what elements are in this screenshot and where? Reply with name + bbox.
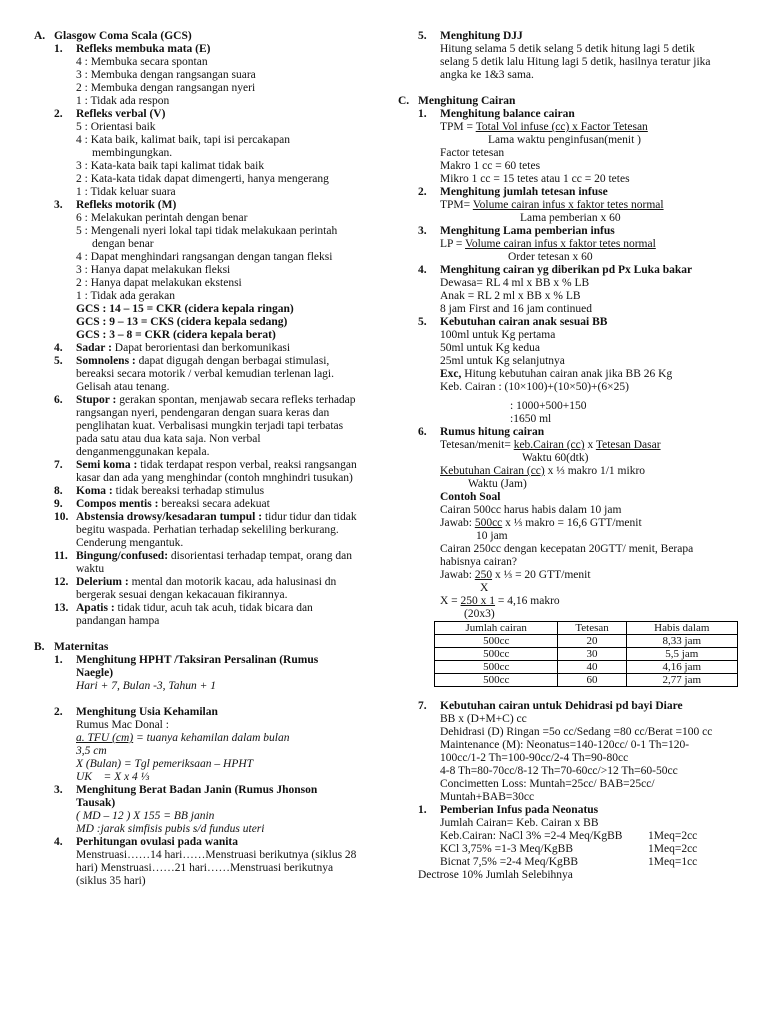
term-text: bergerak sesuai dengan kekacauan fikirannya. xyxy=(76,589,288,601)
formula-text: LP = xyxy=(440,238,466,250)
item-number: 11. xyxy=(54,550,68,562)
item-title: Perhitungan ovulasi pada wanita xyxy=(76,836,238,848)
formula-line xyxy=(398,517,738,530)
formula-numerator: a. TFU (cm) xyxy=(76,732,134,744)
term-label: Somnolens : xyxy=(76,355,136,367)
formula-line: X (Bulan) = Tgl pemeriksaan – HPHT xyxy=(76,758,254,770)
list-line: membingungkan. xyxy=(92,147,173,159)
text-line: BB x (D+M+C) cc xyxy=(440,713,527,725)
text-line: Muntah+BAB=30cc xyxy=(440,791,535,803)
item-number: 5. xyxy=(418,316,427,328)
term-text: mental dan motorik kacau, ada halusinasi dn xyxy=(131,576,337,588)
gcs-item-motor xyxy=(34,199,379,212)
table-row xyxy=(435,674,738,687)
table-header-row xyxy=(435,622,738,635)
table-row xyxy=(435,635,738,648)
term-text: bereaksi secara motorik / verbal kemudian terlenan lagi. xyxy=(76,368,335,380)
formula-line: 3,5 cm xyxy=(76,745,107,757)
text-line: Dehidrasi (D) Ringan =5o cc/Sedang =80 cc/Berat =100 cc xyxy=(440,726,713,738)
cairan-item xyxy=(398,225,738,238)
item-number: 3. xyxy=(54,784,63,796)
table-cell: 500cc xyxy=(435,661,558,674)
item-number: 10. xyxy=(54,511,69,523)
term-item xyxy=(34,485,379,498)
section-letter: B. xyxy=(34,641,45,653)
list-line: 3 : Membuka dengan rangsangan suara xyxy=(76,69,256,81)
item-number: 13. xyxy=(54,602,69,614)
text-line: Cairan 500cc harus habis dalam 10 jam xyxy=(440,504,622,516)
section-a-heading xyxy=(34,30,379,43)
formula-numerator: Volume cairan infus x faktor tetes normal xyxy=(472,199,664,211)
item-title: Menghitung cairan yg diberikan pd Px Luka bakar xyxy=(440,264,693,276)
text-line: Anak = RL 2 ml x BB x % LB xyxy=(440,290,581,302)
formula-numerator: Volume cairan infus x faktor tetes normal xyxy=(465,238,656,250)
formula-line xyxy=(34,771,379,784)
term-item xyxy=(34,576,379,589)
list-line: dengan benar xyxy=(92,238,154,250)
item-title-cont: Tausak) xyxy=(76,797,116,809)
item-title: Refleks verbal (V) xyxy=(76,108,166,120)
table-header: Tetesan xyxy=(558,622,626,635)
formula-text: TPM = xyxy=(440,121,476,133)
drip-table xyxy=(434,621,738,687)
text-line: Maintenance (M): Neonatus=140-120cc/ 0-1 Th=120- xyxy=(440,739,690,751)
neonatus-row xyxy=(398,830,738,843)
text-line: Jumlah Cairan= Keb. Cairan x BB xyxy=(440,817,599,829)
example-text: Hitung kebutuhan cairan anak jika BB 26 Kg xyxy=(461,368,673,380)
cairan-item xyxy=(398,426,738,439)
formula-text: x ⅓ makro = 16,6 GTT/menit xyxy=(502,517,642,529)
text-line: 50ml untuk Kg kedua xyxy=(440,342,540,354)
term-text: bereaksi secara adekuat xyxy=(161,498,270,510)
formula-line xyxy=(398,199,738,212)
cairan-item xyxy=(398,108,738,121)
table-cell: 5,5 jam xyxy=(626,648,737,661)
text-line: 4-8 Th=80-70cc/8-12 Th=70-60cc/>12 Th=60-50cc xyxy=(440,765,678,777)
list-line: 5 : Mengenali nyeri lokal tapi tidak melakukaan perintah xyxy=(76,225,338,237)
term-text: Dapat berorientasi dan berkomunikasi xyxy=(114,342,291,354)
item-title-cont: Naegle) xyxy=(76,667,114,679)
list-line: 2 : Kata-kata tidak dapat dimengerti, hanya mengerang xyxy=(76,173,329,185)
text-line: Mikro 1 cc = 15 tetes atau 1 cc = 20 tetes xyxy=(440,173,630,185)
maternitas-item xyxy=(34,836,379,849)
term-text: begitu waspada. Perhatian terhadap sekeliling berkurang. xyxy=(76,524,339,536)
list-line: 1 : Tidak ada gerakan xyxy=(76,290,176,302)
formula-denominator: Waktu 60(dtk) xyxy=(522,452,589,464)
formula-line xyxy=(398,465,738,478)
term-item xyxy=(34,550,379,563)
list-line: 2 : Hanya dapat melakukan ekstensi xyxy=(76,277,242,289)
formula-numerator: 500cc xyxy=(474,517,503,529)
table-cell: 20 xyxy=(558,635,626,648)
item-number: 9. xyxy=(54,498,63,510)
item-number: 3. xyxy=(54,199,63,211)
item-title: Pemberian Infus pada Neonatus xyxy=(440,804,599,816)
term-item xyxy=(34,459,379,472)
item-title: Menghitung Berat Badan Janin (Rumus Jhonson xyxy=(76,784,318,796)
formula-text: Jawab: xyxy=(440,569,475,581)
list-line: 1 : Tidak keluar suara xyxy=(76,186,176,198)
formula-line: Rumus Mac Donal : xyxy=(76,719,169,731)
term-item xyxy=(34,355,379,368)
formula-text: = tuanya kehamilan dalam bulan xyxy=(133,732,290,744)
formula-denominator: Lama pemberian x 60 xyxy=(520,212,621,224)
formula-text: = X x 4 ⅓ xyxy=(103,771,150,783)
text-line: : 1000+500+150 xyxy=(510,400,587,412)
term-text: tidak bereaksi terhadap stimulus xyxy=(115,485,265,497)
text-line: Menstruasi……14 hari……Menstruasi berikutnya (siklus 28 xyxy=(76,849,357,861)
list-line: 4 : Membuka secara spontan xyxy=(76,56,208,68)
left-column xyxy=(34,30,379,888)
item-title: Menghitung Usia Kehamilan xyxy=(76,706,218,718)
formula-denominator: 10 jam xyxy=(476,530,508,542)
item-title: Refleks membuka mata (E) xyxy=(76,43,211,55)
term-label: Bingung/confused: xyxy=(76,550,169,562)
term-item xyxy=(34,394,379,407)
item-title: Kebutuhan cairan anak sesuai BB xyxy=(440,316,608,328)
text-cell: Bicnat 7,5% =2-4 Meq/KgBB xyxy=(440,856,579,868)
term-text: tidak tidur, acuh tak acuh, tidak bicara dan xyxy=(117,602,313,614)
section-letter: A. xyxy=(34,30,46,42)
text-line xyxy=(398,368,738,381)
term-label: Koma : xyxy=(76,485,113,497)
item-number: 2. xyxy=(54,108,63,120)
term-label: Abstensia drowsy/kesadaran tumpul : xyxy=(76,511,263,523)
item-title: Menghitung Lama pemberian infus xyxy=(440,225,615,237)
text-line: 25ml untuk Kg selanjutnya xyxy=(440,355,565,367)
text-cell: 1Meq=2cc xyxy=(648,843,698,855)
term-label: Stupor : xyxy=(76,394,117,406)
term-item xyxy=(34,511,379,524)
formula-text: x ⅓ makro 1/1 mikro xyxy=(544,465,646,477)
item-number: 2. xyxy=(54,706,63,718)
formula-line xyxy=(398,439,738,452)
text-line: Factor tetesan xyxy=(440,147,505,159)
cairan-item xyxy=(398,804,738,817)
cairan-item xyxy=(398,316,738,329)
table-cell: 2,77 jam xyxy=(626,674,737,687)
text-line: Dewasa= RL 4 ml x BB x % LB xyxy=(440,277,590,289)
item-number: 2. xyxy=(418,186,427,198)
term-text: dapat digugah dengan berbagai stimulasi, xyxy=(138,355,330,367)
term-text: denganmenggunakan kepala. xyxy=(76,446,210,458)
item-number: 6. xyxy=(54,394,63,406)
formula-line xyxy=(398,595,738,608)
text-cell: 1Meq=2cc xyxy=(648,830,698,842)
item-title: Menghitung balance cairan xyxy=(440,108,575,120)
table-cell: 8,33 jam xyxy=(626,635,737,648)
formula-text: X = xyxy=(440,595,461,607)
term-item xyxy=(34,498,379,511)
text-line: 8 jam First and 16 jam continued xyxy=(440,303,593,315)
table-row xyxy=(435,661,738,674)
formula-numerator: 250 x 1 xyxy=(460,595,496,607)
item-number: 4. xyxy=(418,264,427,276)
formula-numerator: Total Vol infuse (cc) x Factor Tetesan xyxy=(475,121,648,133)
text-line: habisnya cairan? xyxy=(440,556,517,568)
section-title: Menghitung Cairan xyxy=(418,95,516,107)
item-number: 8. xyxy=(54,485,63,497)
term-label: Semi koma : xyxy=(76,459,138,471)
formula-text: Tetesan/menit= xyxy=(440,439,514,451)
list-line: 2 : Membuka dengan rangsangan nyeri xyxy=(76,82,256,94)
list-line: 4 : Dapat menghindari rangsangan dengan tangan fleksi xyxy=(76,251,333,263)
text-line: Concimetten Loss: Muntah=25cc/ BAB=25cc/ xyxy=(440,778,655,790)
item-number: 4. xyxy=(54,342,63,354)
example-label: Exc, xyxy=(440,368,462,380)
text-line: Hitung selama 5 detik selang 5 detik hitung lagi 5 detik xyxy=(440,43,695,55)
term-label: Apatis : xyxy=(76,602,115,614)
item-number: 5. xyxy=(418,30,427,42)
formula-denominator: Order tetesan x 60 xyxy=(508,251,593,263)
term-text: penglihatan kuat. Verbalisasi mungkin terjadi tapi terbatas xyxy=(76,420,344,432)
item-title: Refleks motorik (M) xyxy=(76,199,177,211)
term-text: gerakan spontan, menjawab secara refleks terhadap xyxy=(119,394,356,406)
text-line: (siklus 35 hari) xyxy=(76,875,146,887)
table-cell: 500cc xyxy=(435,674,558,687)
item-number: 12. xyxy=(54,576,69,588)
term-text: Cenderung mengantuk. xyxy=(76,537,184,549)
section-title: Maternitas xyxy=(54,641,109,653)
formula-numerator: 250 xyxy=(474,569,493,581)
item-number: 6. xyxy=(418,426,427,438)
text-line: angka ke 1&3 sama. xyxy=(440,69,534,81)
gcs-item-eye xyxy=(34,43,379,56)
text-line: Makro 1 cc = 60 tetes xyxy=(440,160,541,172)
formula-numerator: keb.Cairan (cc) xyxy=(513,439,585,451)
formula-line xyxy=(34,732,379,745)
gcs-score-line: GCS : 14 – 15 = CKR (cidera kepala ringan) xyxy=(76,303,294,315)
cairan-item xyxy=(398,700,738,713)
text-line: hari) Menstruasi……21 hari……Menstruasi berikutnya xyxy=(76,862,334,874)
list-line: 1 : Tidak ada respon xyxy=(76,95,170,107)
formula-text: UK xyxy=(76,771,92,783)
text-cell: Keb.Cairan: NaCl 3% =2-4 Meq/KgBB xyxy=(440,830,623,842)
formula-line: ( MD – 12 ) X 155 = BB janin xyxy=(76,810,215,822)
maternitas-item xyxy=(34,654,379,667)
text-line: Dectrose 10% Jumlah Selebihnya xyxy=(418,869,573,881)
section-title: Glasgow Coma Scala (GCS) xyxy=(54,30,192,42)
section-b-heading xyxy=(34,641,379,654)
item-number: 4. xyxy=(54,836,63,848)
text-line: :1650 ml xyxy=(510,413,552,425)
item-number: 1. xyxy=(418,108,427,120)
item-number: 3. xyxy=(418,225,427,237)
formula-text: TPM= xyxy=(440,199,473,211)
text-line: 100ml untuk Kg pertama xyxy=(440,329,556,341)
item-title: Rumus hitung cairan xyxy=(440,426,545,438)
term-text: Gelisah atau tenang. xyxy=(76,381,170,393)
formula-numerator: Kebutuhan Cairan (cc) xyxy=(440,465,545,477)
item-number: 1. xyxy=(418,804,427,816)
formula-text: x xyxy=(584,439,596,451)
text-line: Cairan 250cc dengan kecepatan 20GTT/ menit, Berapa xyxy=(440,543,694,555)
djj-item xyxy=(398,30,738,43)
term-text: kasar dan ada yang menghindar (contoh mnghindri tusukan) xyxy=(76,472,353,484)
text-cell: KCl 3,75% =1-3 Meq/KgBB xyxy=(440,843,573,855)
formula-denominator: Lama waktu penginfusan(menit ) xyxy=(488,134,641,146)
term-item xyxy=(34,342,379,355)
formula-text: x ⅓ = 20 GTT/menit xyxy=(492,569,591,581)
formula-denominator: X xyxy=(480,582,489,594)
formula-numerator: Tetesan Dasar xyxy=(595,439,661,451)
term-item xyxy=(34,602,379,615)
list-line: 3 : Kata-kata baik tapi kalimat tidak baik xyxy=(76,160,265,172)
gcs-score-line: GCS : 9 – 13 = CKS (cidera kepala sedang) xyxy=(76,316,288,328)
formula-line: MD :jarak simfisis pubis s/d fundus uteri xyxy=(76,823,265,835)
maternitas-item xyxy=(34,784,379,797)
term-text: tidur tidur dan tidak xyxy=(264,511,357,523)
section-c-heading xyxy=(398,95,738,108)
term-text: rangsangan nyeri, pendengaran dengan suara keras dan xyxy=(76,407,330,419)
list-line: 4 : Kata baik, kalimat baik, tapi isi percakapan xyxy=(76,134,290,146)
item-title: Kebutuhan cairan untuk Dehidrasi pd bayi Diare xyxy=(440,700,683,712)
term-label: Compos mentis : xyxy=(76,498,159,510)
term-text: pada satu atau dua kata saja. Non verbal xyxy=(76,433,261,445)
table-cell: 4,16 jam xyxy=(626,661,737,674)
formula-line xyxy=(398,238,738,251)
example-heading: Contoh Soal xyxy=(440,491,501,503)
item-title: Menghitung HPHT /Taksiran Persalinan (Rumus xyxy=(76,654,319,666)
item-title: Menghitung DJJ xyxy=(440,30,523,42)
table-cell: 60 xyxy=(558,674,626,687)
formula-line xyxy=(398,569,738,582)
table-cell: 40 xyxy=(558,661,626,674)
text-line: Keb. Cairan : (10×100)+(10×50)+(6×25) xyxy=(440,381,629,393)
neonatus-row xyxy=(398,843,738,856)
item-number: 7. xyxy=(54,459,63,471)
formula-text: = 4,16 makro xyxy=(495,595,560,607)
item-number: 5. xyxy=(54,355,63,367)
item-number: 7. xyxy=(418,700,427,712)
gcs-item-verbal xyxy=(34,108,379,121)
neonatus-row xyxy=(398,856,738,869)
formula-line xyxy=(398,121,738,134)
text-line: selang 5 detik lalu Hitung lagi 5 detik, hasilnya teratur jika xyxy=(440,56,711,68)
list-line: 5 : Orientasi baik xyxy=(76,121,156,133)
text-cell: 1Meq=1cc xyxy=(648,856,698,868)
term-text: waktu xyxy=(76,563,105,575)
table-row xyxy=(435,648,738,661)
formula-line: Hari + 7, Bulan -3, Tahun + 1 xyxy=(76,680,217,692)
term-label: Delerium : xyxy=(76,576,129,588)
list-line: 3 : Hanya dapat melakukan fleksi xyxy=(76,264,231,276)
section-letter: C. xyxy=(398,95,410,107)
text-line: 100cc/1-2 Th=100-90cc/2-4 Th=90-80cc xyxy=(440,752,629,764)
table-cell: 500cc xyxy=(435,635,558,648)
term-text: disorientasi terhadap tempat, orang dan xyxy=(170,550,352,562)
gcs-score-line: GCS : 3 – 8 = CKR (cidera kepala berat) xyxy=(76,329,276,341)
cairan-item xyxy=(398,264,738,277)
maternitas-item xyxy=(34,706,379,719)
term-text: pandangan hampa xyxy=(76,615,160,627)
formula-denominator: Waktu (Jam) xyxy=(468,478,527,490)
table-cell: 500cc xyxy=(435,648,558,661)
item-title: Menghitung jumlah tetesan infuse xyxy=(440,186,608,198)
table-header: Habis dalam xyxy=(626,622,737,635)
formula-denominator: (20x3) xyxy=(464,608,495,620)
term-text: tidak terdapat respon verbal, reaksi rangsangan xyxy=(140,459,357,471)
item-number: 1. xyxy=(54,654,63,666)
list-line: 6 : Melakukan perintah dengan benar xyxy=(76,212,248,224)
term-label: Sadar : xyxy=(76,342,112,354)
item-number: 1. xyxy=(54,43,63,55)
formula-text: Jawab: xyxy=(440,517,475,529)
table-cell: 30 xyxy=(558,648,626,661)
table-header: Jumlah cairan xyxy=(435,622,558,635)
cairan-item xyxy=(398,186,738,199)
right-column xyxy=(398,30,738,882)
